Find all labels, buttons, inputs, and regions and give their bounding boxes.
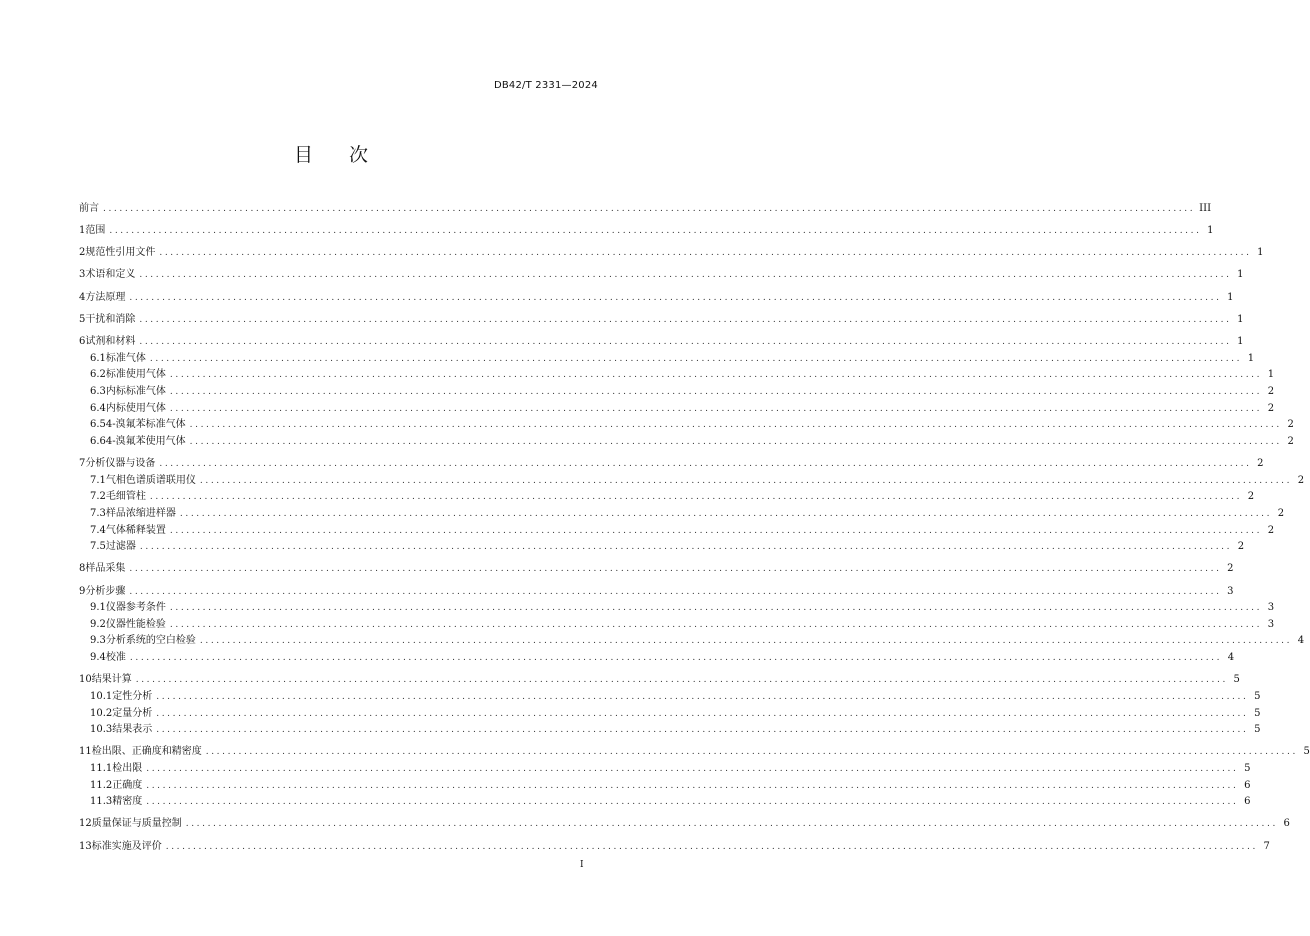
toc-entry[interactable] xyxy=(79,722,1261,739)
toc-entry[interactable] xyxy=(79,688,1261,705)
toc-entry-number: 10 xyxy=(79,674,92,686)
toc-entry-page: 1 xyxy=(1267,369,1275,381)
toc-entry[interactable] xyxy=(79,311,1244,328)
toc-entry-page: 2 xyxy=(1267,524,1275,536)
toc-leader-dots: ........................................................................................................................................................................................................ xyxy=(165,841,1258,852)
toc-entry-number: 9 xyxy=(79,585,86,597)
toc-leader-dots: ........................................................................................................................................................................................................ xyxy=(129,586,1222,597)
toc-leader-dots: ........................................................................................................................................................................................................ xyxy=(129,653,1223,664)
toc-entry-page: 6 xyxy=(1283,818,1290,830)
toc-entry-label: 标准使用气体 xyxy=(105,369,166,381)
toc-entry[interactable] xyxy=(79,633,1305,650)
toc-leader-dots: ........................................................................................................................................................................................................ xyxy=(146,763,1239,774)
toc-entry-number: 6 xyxy=(79,336,86,348)
toc-leader-dots: ........................................................................................................................................................................................................ xyxy=(159,459,1252,470)
toc-entry-page: 6 xyxy=(1244,779,1251,791)
toc-entry-page: 1 xyxy=(1247,352,1255,364)
toc-entry-page: 2 xyxy=(1287,419,1294,431)
toc-entry[interactable] xyxy=(79,289,1234,306)
table-of-contents xyxy=(79,200,1310,855)
toc-entry-number: 8 xyxy=(79,563,86,575)
toc-leader-dots: ........................................................................................................................................................................................................ xyxy=(129,564,1222,575)
toc-leader-dots: ........................................................................................................................................................................................................ xyxy=(199,636,1293,647)
toc-entry[interactable] xyxy=(79,383,1275,400)
toc-entry-number: 7.4 xyxy=(90,524,106,536)
toc-entry-page: 2 xyxy=(1257,458,1264,470)
toc-entry-label: 分析步骤 xyxy=(85,585,126,597)
toc-entry-label: 规范性引用文件 xyxy=(85,247,156,259)
toc-leader-dots: ........................................................................................................................................................................................................ xyxy=(109,225,1202,236)
toc-entry[interactable] xyxy=(79,505,1285,522)
toc-entry-number: 7.5 xyxy=(90,541,106,553)
toc-entry-number: 6.3 xyxy=(90,386,106,398)
toc-entry-number: 11.1 xyxy=(90,762,113,774)
toc-leader-dots: ........................................................................................................................................................................................................ xyxy=(129,292,1222,303)
toc-entry[interactable] xyxy=(79,777,1251,794)
toc-leader-dots: ........................................................................................................................................................................................................ xyxy=(146,797,1239,808)
toc-entry[interactable] xyxy=(79,456,1264,473)
toc-entry-label: 检出限 xyxy=(112,762,143,774)
toc-entry-page: 2 xyxy=(1267,402,1275,414)
toc-entry-page: 6 xyxy=(1244,796,1251,808)
toc-leader-dots: ........................................................................................................................................................................................................ xyxy=(139,337,1232,348)
toc-entry-page: 1 xyxy=(1237,314,1244,325)
toc-entry-label: 定性分析 xyxy=(112,690,153,702)
toc-entry[interactable] xyxy=(79,433,1294,450)
toc-entry[interactable] xyxy=(79,760,1251,777)
toc-leader-dots: ........................................................................................................................................................................................................ xyxy=(169,525,1263,536)
toc-entry[interactable] xyxy=(79,489,1255,506)
toc-title-char-1: 目 xyxy=(293,144,313,166)
toc-title xyxy=(0,140,662,167)
toc-leader-dots: ........................................................................................................................................................................................................ xyxy=(149,353,1243,364)
toc-entry-label: 分析仪器与设备 xyxy=(85,458,156,470)
toc-entry[interactable] xyxy=(79,794,1251,811)
toc-leader-dots: ........................................................................................................................................................................................................ xyxy=(146,780,1239,791)
toc-entry-page: 7 xyxy=(1263,840,1270,852)
toc-entry-number: 6.5 xyxy=(90,419,106,431)
toc-entry-label: 气体稀释装置 xyxy=(105,524,166,536)
toc-entry-page: 2 xyxy=(1227,563,1234,575)
toc-entry[interactable] xyxy=(79,334,1244,351)
toc-entry-number: 11.2 xyxy=(90,779,113,791)
toc-entry[interactable] xyxy=(79,583,1234,600)
toc-leader-dots: ........................................................................................................................................................................................................ xyxy=(149,492,1243,503)
toc-leader-dots: ........................................................................................................................................................................................................ xyxy=(159,248,1252,259)
toc-entry[interactable] xyxy=(79,522,1275,539)
toc-leader-dots: ........................................................................................................................................................................................................ xyxy=(139,542,1233,553)
toc-entry-label: 气相色谱质谱联用仪 xyxy=(105,474,196,486)
toc-entry[interactable] xyxy=(79,672,1240,689)
toc-entry-page: 5 xyxy=(1233,674,1240,686)
toc-entry-page: 1 xyxy=(1237,269,1244,281)
toc-entry[interactable] xyxy=(79,561,1234,578)
toc-entry-page: 2 xyxy=(1297,474,1305,486)
toc-leader-dots: ........................................................................................................................................................................................................ xyxy=(205,747,1298,758)
toc-entry-label: 结果表示 xyxy=(112,724,153,736)
toc-entry-label: 仪器参考条件 xyxy=(105,602,166,614)
toc-leader-dots: ........................................................................................................................................................................................................ xyxy=(156,691,1249,702)
toc-entry[interactable] xyxy=(79,816,1290,833)
toc-entry-number: 6.1 xyxy=(90,352,106,364)
toc-entry-page: 2 xyxy=(1237,541,1245,553)
toc-entry-number: 9.2 xyxy=(90,618,106,630)
toc-entry[interactable] xyxy=(79,600,1275,617)
toc-leader-dots: ........................................................................................................................................................................................................ xyxy=(189,436,1282,447)
toc-entry-label: 校准 xyxy=(105,652,126,664)
toc-entry[interactable] xyxy=(79,350,1255,367)
toc-entry-page: 4 xyxy=(1227,652,1235,664)
toc-entry-page: 2 xyxy=(1277,507,1285,519)
toc-entry-label: 样品采集 xyxy=(85,563,126,575)
toc-entry-page: 5 xyxy=(1254,707,1261,719)
toc-leader-dots: ........................................................................................................................................................................................................ xyxy=(189,420,1282,431)
toc-entry-label: 内标标准气体 xyxy=(105,386,166,398)
toc-entry-label: 4-溴氟苯使用气体 xyxy=(105,435,186,447)
toc-entry-number: 7 xyxy=(79,458,86,470)
toc-title-char-2: 次 xyxy=(349,144,369,166)
toc-entry-number: 7.1 xyxy=(90,474,106,486)
toc-entry[interactable] xyxy=(79,705,1261,722)
toc-entry[interactable] xyxy=(79,472,1305,489)
toc-leader-dots: ........................................................................................................................................................................................................ xyxy=(169,619,1263,630)
page-number: I xyxy=(580,860,584,870)
toc-entry-number: 6.6 xyxy=(90,435,106,447)
toc-entry-number: 10.3 xyxy=(90,724,113,736)
toc-entry-number: 7.2 xyxy=(90,491,106,503)
toc-entry-page: 3 xyxy=(1227,585,1234,597)
toc-leader-dots: ........................................................................................................................................................................................................ xyxy=(135,675,1228,686)
toc-leader-dots: ........................................................................................................................................................................................................ xyxy=(139,315,1232,325)
toc-entry-page: III xyxy=(1199,202,1212,214)
toc-leader-dots: ........................................................................................................................................................................................................ xyxy=(169,370,1263,381)
toc-entry-label: 前言 xyxy=(79,202,99,214)
toc-entry-page: 2 xyxy=(1267,386,1275,398)
toc-entry-page: 1 xyxy=(1237,336,1244,348)
toc-entry[interactable] xyxy=(79,616,1275,633)
toc-entry-label: 内标使用气体 xyxy=(105,402,166,414)
toc-entry-page: 2 xyxy=(1247,491,1255,503)
toc-entry-number: 9.3 xyxy=(90,635,106,647)
toc-entry-number: 13 xyxy=(79,840,92,852)
toc-entry[interactable] xyxy=(79,245,1264,262)
toc-entry-number: 4 xyxy=(79,291,86,303)
toc-leader-dots: ........................................................................................................................................................................................................ xyxy=(169,387,1263,398)
toc-leader-dots: ........................................................................................................................................................................................................ xyxy=(169,603,1263,614)
toc-entry-label: 方法原理 xyxy=(85,291,126,303)
toc-entry-page: 2 xyxy=(1287,435,1294,447)
toc-entry-label: 试剂和材料 xyxy=(85,336,136,348)
toc-entry-page: 5 xyxy=(1244,762,1251,774)
toc-entry-label: 分析系统的空白检验 xyxy=(105,635,196,647)
toc-entry[interactable] xyxy=(79,838,1270,855)
toc-leader-dots: ........................................................................................................................................................................................................ xyxy=(185,819,1278,830)
toc-entry-label: 检出限、正确度和精密度 xyxy=(91,746,202,758)
toc-entry-page: 1 xyxy=(1257,247,1264,259)
toc-entry-label: 精密度 xyxy=(112,796,143,808)
toc-entry-label: 样品浓缩进样器 xyxy=(105,507,176,519)
toc-entry-number: 6.4 xyxy=(90,402,106,414)
toc-entry-label: 定量分析 xyxy=(112,707,153,719)
toc-entry-page: 3 xyxy=(1267,602,1275,614)
toc-leader-dots: ........................................................................................................................................................................................................ xyxy=(169,403,1263,414)
toc-entry-label: 标准气体 xyxy=(105,352,146,364)
toc-leader-dots: ........................................................................................................................................................................................................ xyxy=(139,270,1232,281)
toc-entry-label: 毛细管柱 xyxy=(105,491,146,503)
toc-leader-dots: ........................................................................................................................................................................................................ xyxy=(179,508,1273,519)
toc-entry-number: 5 xyxy=(79,314,86,325)
document-code: DB42/T 2331—2024 xyxy=(493,80,598,91)
toc-entry-number: 10.1 xyxy=(90,690,113,702)
toc-entry[interactable] xyxy=(79,744,1310,761)
toc-entry-number: 3 xyxy=(79,269,86,281)
toc-entry-page: 5 xyxy=(1303,746,1310,758)
toc-entry-number: 9.1 xyxy=(90,602,106,614)
toc-leader-dots: ........................................................................................................................................................................................................ xyxy=(199,475,1293,486)
toc-entry[interactable] xyxy=(79,200,1212,217)
toc-entry[interactable] xyxy=(79,267,1244,284)
toc-entry[interactable] xyxy=(79,539,1245,556)
toc-entry-number: 9.4 xyxy=(90,652,106,664)
toc-entry-label: 正确度 xyxy=(112,779,143,791)
toc-entry-label: 标准实施及评价 xyxy=(91,840,162,852)
toc-entry-page: 1 xyxy=(1207,224,1214,236)
toc-entry[interactable] xyxy=(79,367,1275,384)
toc-entry-label: 质量保证与质量控制 xyxy=(91,818,182,830)
toc-leader-dots: ........................................................................................................................................................................................................ xyxy=(103,203,1196,214)
toc-entry-number: 11.3 xyxy=(90,796,113,808)
toc-entry[interactable] xyxy=(79,649,1235,666)
toc-entry-number: 2 xyxy=(79,247,86,259)
toc-entry-label: 干扰和消除 xyxy=(85,314,136,325)
toc-leader-dots: ........................................................................................................................................................................................................ xyxy=(156,708,1249,719)
toc-entry-label: 术语和定义 xyxy=(85,269,136,281)
toc-entry-label: 仪器性能检验 xyxy=(105,618,166,630)
toc-entry-number: 12 xyxy=(79,818,92,830)
toc-entry[interactable] xyxy=(79,417,1294,434)
toc-entry-label: 4-溴氟苯标准气体 xyxy=(105,419,186,431)
toc-entry-page: 5 xyxy=(1254,690,1261,702)
toc-entry-page: 3 xyxy=(1267,618,1275,630)
toc-entry-label: 过滤器 xyxy=(105,541,136,553)
toc-entry-number: 1 xyxy=(79,224,86,236)
toc-entry-label: 范围 xyxy=(85,224,106,236)
toc-entry[interactable] xyxy=(79,400,1275,417)
toc-entry[interactable] xyxy=(79,222,1214,239)
toc-entry-number: 7.3 xyxy=(90,507,106,519)
toc-leader-dots: ........................................................................................................................................................................................................ xyxy=(156,725,1249,736)
toc-entry-page: 1 xyxy=(1227,291,1234,303)
toc-entry-label: 结果计算 xyxy=(91,674,132,686)
toc-entry-number: 6.2 xyxy=(90,369,106,381)
toc-entry-page: 4 xyxy=(1297,635,1305,647)
toc-entry-page: 5 xyxy=(1254,724,1261,736)
toc-entry-number: 11 xyxy=(79,746,92,758)
toc-entry-number: 10.2 xyxy=(90,707,113,719)
